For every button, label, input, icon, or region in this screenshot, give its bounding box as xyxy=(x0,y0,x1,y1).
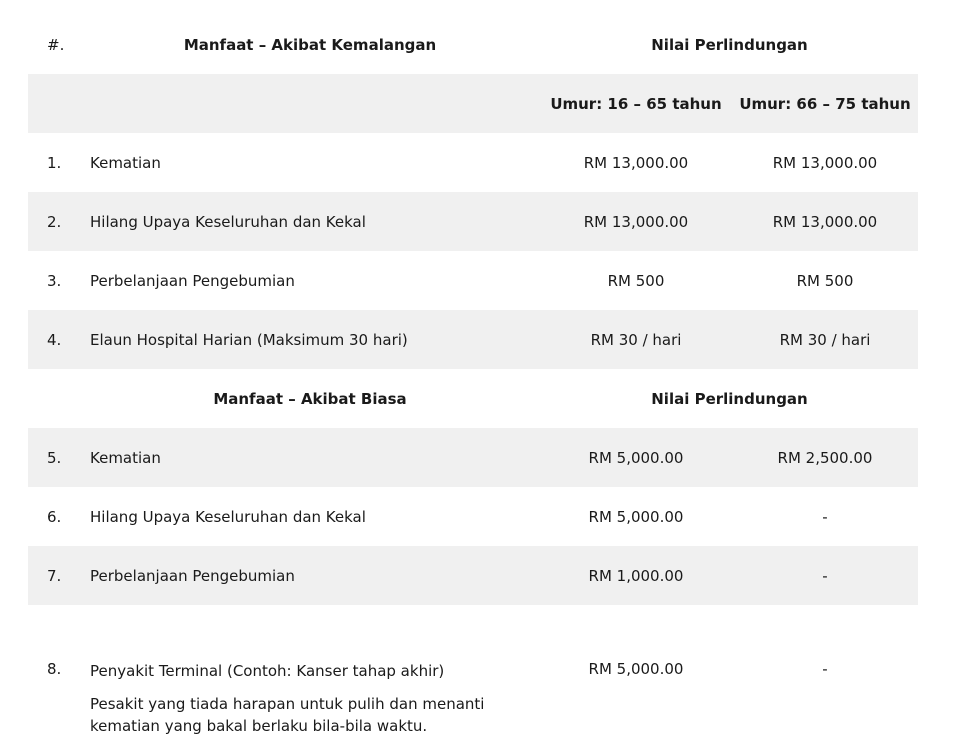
row-description: Elaun Hospital Harian (Maksimum 30 hari) xyxy=(90,330,408,349)
row-value-group2: - xyxy=(822,660,828,678)
row-value-group2: RM 30 / hari xyxy=(779,330,871,349)
row-description: Hilang Upaya Keseluruhan dan Kekal xyxy=(90,507,366,526)
row-number: 8. xyxy=(47,660,62,678)
row-value-group1: RM 5,000.00 xyxy=(588,448,684,467)
row-value-group2: RM 500 xyxy=(796,271,854,290)
row-description: Perbelanjaan Pengebumian xyxy=(90,271,295,290)
row-number: 1. xyxy=(47,153,62,172)
row-description xyxy=(90,660,510,748)
row-description: Hilang Upaya Keseluruhan dan Kekal xyxy=(90,212,366,231)
age-group-16-65: Umur: 16 – 65 tahun xyxy=(550,94,722,113)
number-column-header: #. xyxy=(47,35,65,54)
row-value-group1: RM 13,000.00 xyxy=(583,212,689,231)
row-value-group2: RM 13,000.00 xyxy=(772,212,878,231)
table-row xyxy=(28,133,918,192)
table-row xyxy=(28,487,918,546)
row-value-group2: RM 13,000.00 xyxy=(772,153,878,172)
row-description: Kematian xyxy=(90,448,161,467)
row-number: 7. xyxy=(47,566,62,585)
natural-benefits-header: Manfaat – Akibat Biasa xyxy=(213,389,407,408)
row-value-group1: RM 13,000.00 xyxy=(583,153,689,172)
row-value-group1: RM 1,000.00 xyxy=(588,566,684,585)
row-description-detail: Pesakit yang tiada harapan untuk pulih dan menanti kematian yang bakal berlaku bila-bila waktu. xyxy=(90,695,485,735)
row-value-group1: RM 30 / hari xyxy=(590,330,682,349)
table-row xyxy=(28,605,918,735)
age-group-row xyxy=(28,74,918,133)
section-header-row xyxy=(28,369,918,428)
table-row xyxy=(28,428,918,487)
row-number: 6. xyxy=(47,507,62,526)
row-description-title: Penyakit Terminal (Contoh: Kanser tahap akhir) xyxy=(90,662,445,680)
row-description: Perbelanjaan Pengebumian xyxy=(90,566,295,585)
benefits-table xyxy=(28,15,918,735)
table-row xyxy=(28,546,918,605)
table-header-row xyxy=(28,15,918,74)
row-number: 4. xyxy=(47,330,62,349)
row-value-group2: RM 2,500.00 xyxy=(777,448,873,467)
row-value-group1: RM 5,000.00 xyxy=(588,660,684,678)
row-value-group2: - xyxy=(822,566,828,585)
row-number: 5. xyxy=(47,448,62,467)
table-row xyxy=(28,310,918,369)
table-row xyxy=(28,251,918,310)
row-value-group1: RM 500 xyxy=(607,271,665,290)
row-number: 3. xyxy=(47,271,62,290)
row-number: 2. xyxy=(47,212,62,231)
coverage-value-header: Nilai Perlindungan xyxy=(651,35,808,54)
row-value-group1: RM 5,000.00 xyxy=(588,507,684,526)
row-description: Kematian xyxy=(90,153,161,172)
age-group-66-75: Umur: 66 – 75 tahun xyxy=(739,94,911,113)
row-value-group2: - xyxy=(822,507,828,526)
accident-benefits-header: Manfaat – Akibat Kemalangan xyxy=(183,35,437,54)
coverage-value-header: Nilai Perlindungan xyxy=(651,389,808,408)
table-row xyxy=(28,192,918,251)
